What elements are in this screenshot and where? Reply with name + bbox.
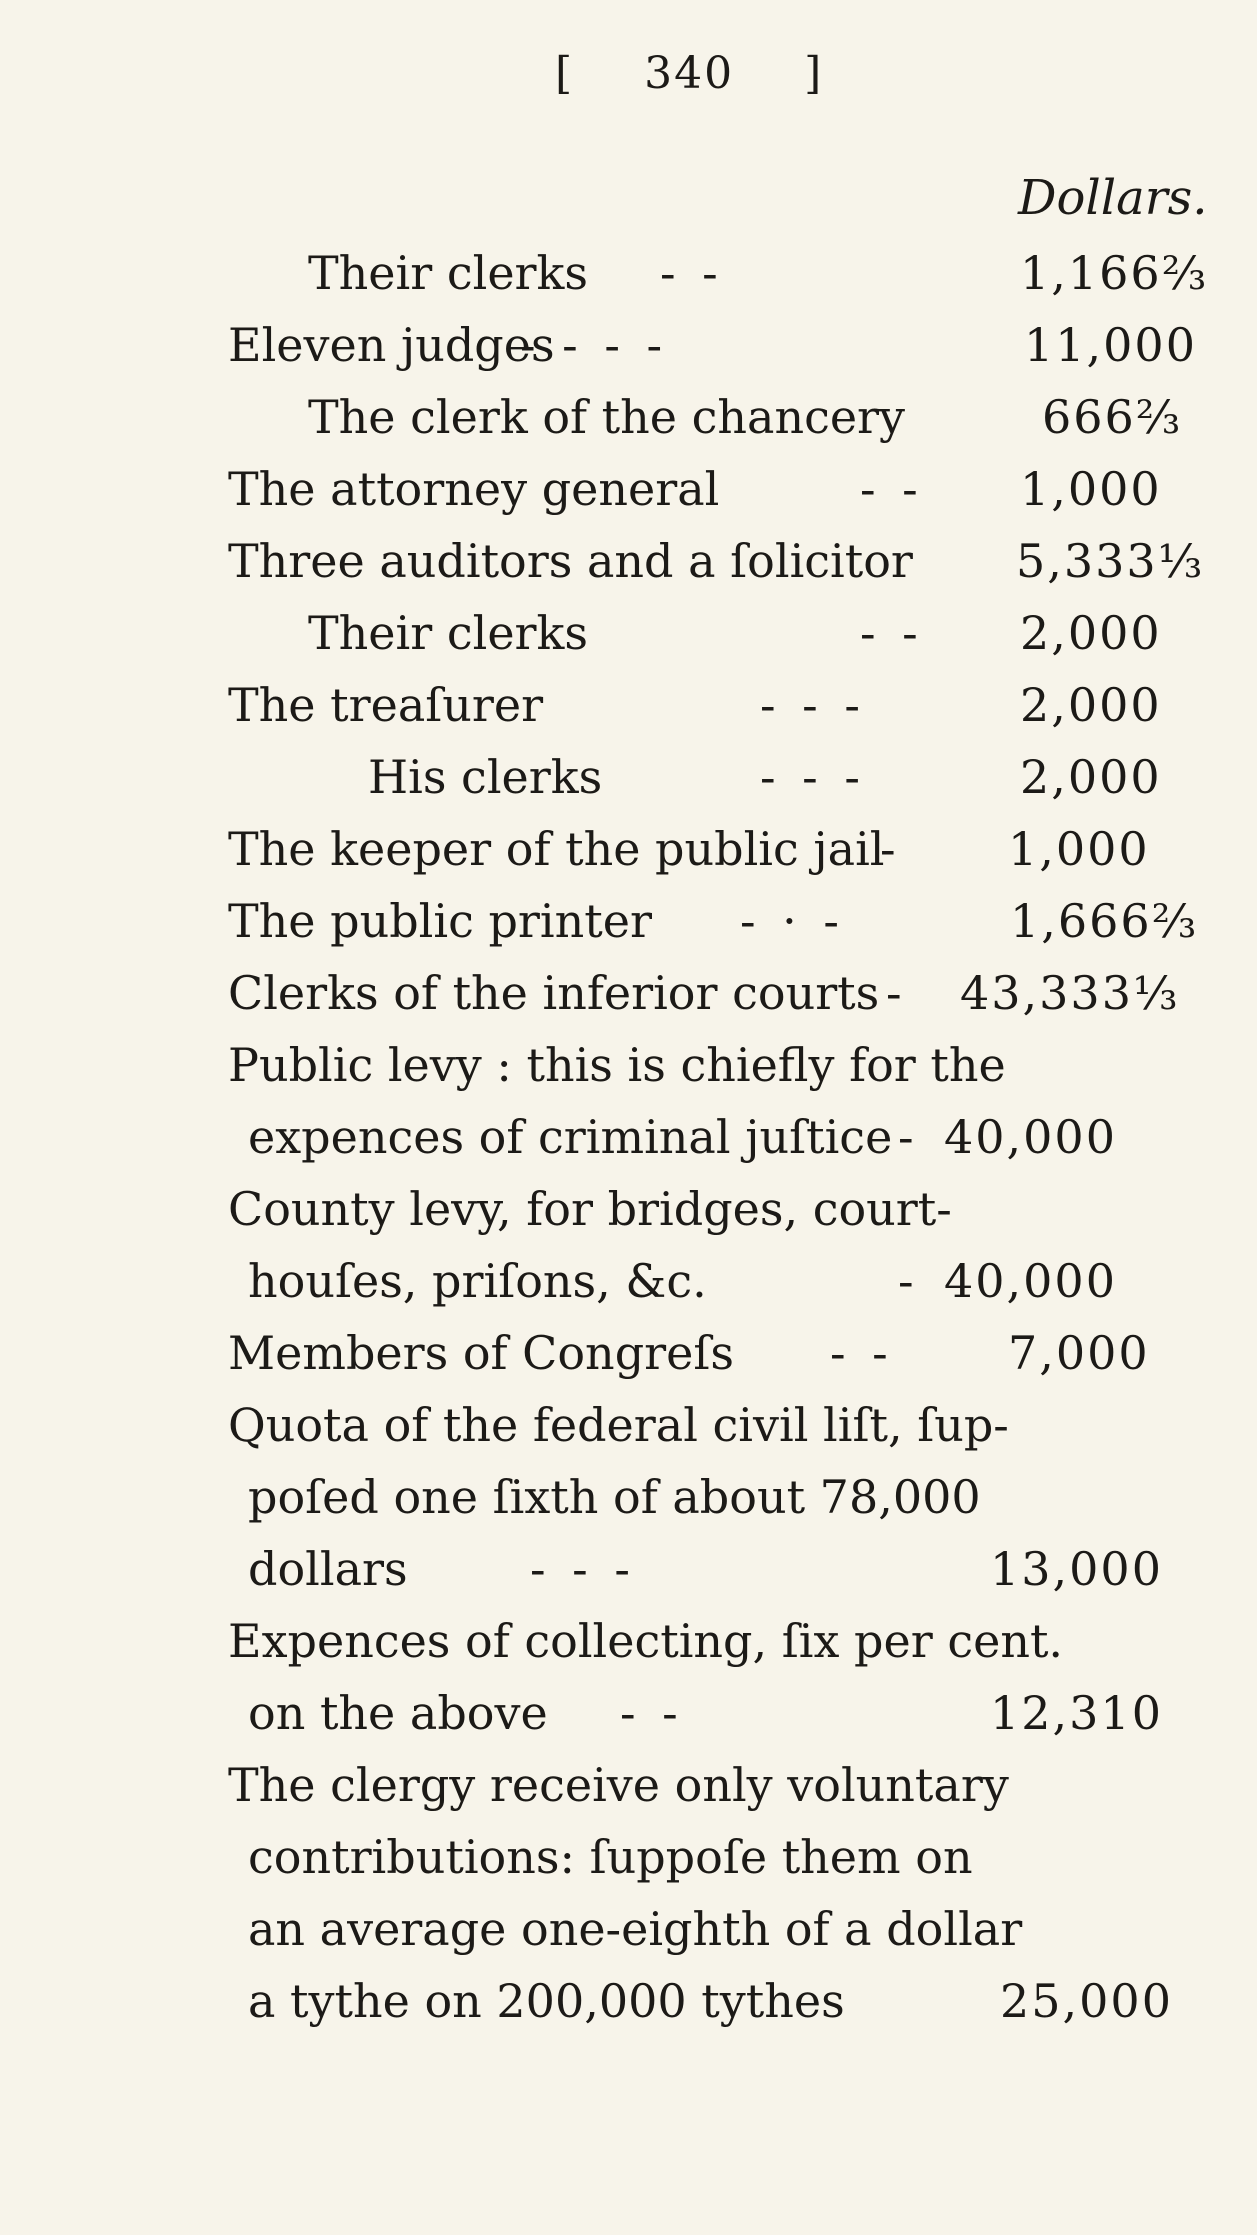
row-label: an average one-eighth of a dollar [248,1902,1023,1956]
row-label: on the above [248,1686,548,1740]
row-dashes: - [886,966,908,1020]
row-label: Their clerks [308,246,589,300]
row-dashes: - [898,1254,920,1308]
row-amount: 1,000 [1008,822,1150,876]
row-dashes: - - - - [520,318,669,372]
list-item [0,1678,1257,1748]
row-amount: 12,310 [990,1686,1163,1740]
list-item [0,1822,1257,1892]
row-label: Eleven judges [228,318,555,372]
row-label: The clergy receive only voluntary [228,1758,1009,1812]
list-item [0,526,1257,596]
list-item [0,382,1257,452]
list-item [0,1318,1257,1388]
row-dashes: - · - [740,894,845,948]
list-item [0,1246,1257,1316]
list-item [0,742,1257,812]
list-item [0,886,1257,956]
row-dashes: - - [830,1326,894,1380]
list-item [0,1606,1257,1676]
row-dashes: - - - [760,678,866,732]
row-amount: 40,000 [944,1110,1117,1164]
list-item [0,1102,1257,1172]
list-item [0,1966,1257,2036]
row-label: poſed one ſixth of about 78,000 [248,1470,981,1524]
row-label: contributions: ſuppoſe them on [248,1830,973,1884]
row-amount: 2,000 [1020,750,1162,804]
row-label: His clerks [368,750,603,804]
row-label: Three auditors and a ſolicitor [228,534,913,588]
list-item [0,310,1257,380]
page-number: 340 [644,48,735,99]
list-item [0,670,1257,740]
row-amount: 40,000 [944,1254,1117,1308]
row-label: County levy, for bridges, court- [228,1182,952,1236]
list-item [0,1894,1257,1964]
row-label: a tythe on 200,000 tythes [248,1974,845,2028]
row-amount: 1,666⅔ [1010,894,1199,948]
list-item [0,1174,1257,1244]
row-label: dollars [248,1542,408,1596]
row-amount: 666⅔ [1042,390,1183,444]
row-label: Their clerks [308,606,589,660]
row-label: Clerks of the inferior courts [228,966,880,1020]
list-item [0,1750,1257,1820]
row-amount: 11,000 [1024,318,1197,372]
list-item [0,1030,1257,1100]
row-dashes: - - - [760,750,866,804]
row-amount: 43,333⅓ [960,966,1180,1020]
list-item [0,598,1257,668]
row-amount: 25,000 [1000,1974,1173,2028]
list-item [0,1390,1257,1460]
row-dashes: - - [660,246,724,300]
row-amount: 2,000 [1020,678,1162,732]
row-dashes: - - [620,1686,684,1740]
row-label: The keeper of the public jail [228,822,885,876]
row-label: The treaſurer [228,678,544,732]
row-dashes: - - - [530,1542,636,1596]
list-item [0,1534,1257,1604]
list-item [0,958,1257,1028]
row-amount: 7,000 [1008,1326,1150,1380]
row-label: houſes, priſons, &c. [248,1254,707,1308]
row-dashes: - - [860,462,924,516]
row-dashes: - [880,822,902,876]
row-dashes: - [898,1110,920,1164]
row-amount: 5,333⅓ [1016,534,1205,588]
list-item [0,238,1257,308]
page-header [555,48,875,99]
row-amount: 2,000 [1020,606,1162,660]
row-amount: 1,000 [1020,462,1162,516]
row-label: expences of criminal juſtice [248,1110,893,1164]
row-label: Quota of the federal civil liſt, ſup- [228,1398,1009,1452]
row-label: Expences of collecting, ſix per cent. [228,1614,1064,1668]
list-item [0,814,1257,884]
open-bracket: [ [555,48,575,99]
row-label: The clerk of the chancery [308,390,906,444]
row-label: Public levy : this is chiefly for the [228,1038,1006,1092]
list-item [0,1462,1257,1532]
row-label: The public printer [228,894,652,948]
column-unit-label: Dollars. [1018,170,1208,226]
list-item [0,454,1257,524]
close-bracket: ] [804,48,824,99]
row-label: The attorney general [228,462,720,516]
row-dashes: - - [860,606,924,660]
row-amount: 13,000 [990,1542,1163,1596]
row-label: Members of Congreſs [228,1326,734,1380]
row-amount: 1,166⅔ [1020,246,1209,300]
